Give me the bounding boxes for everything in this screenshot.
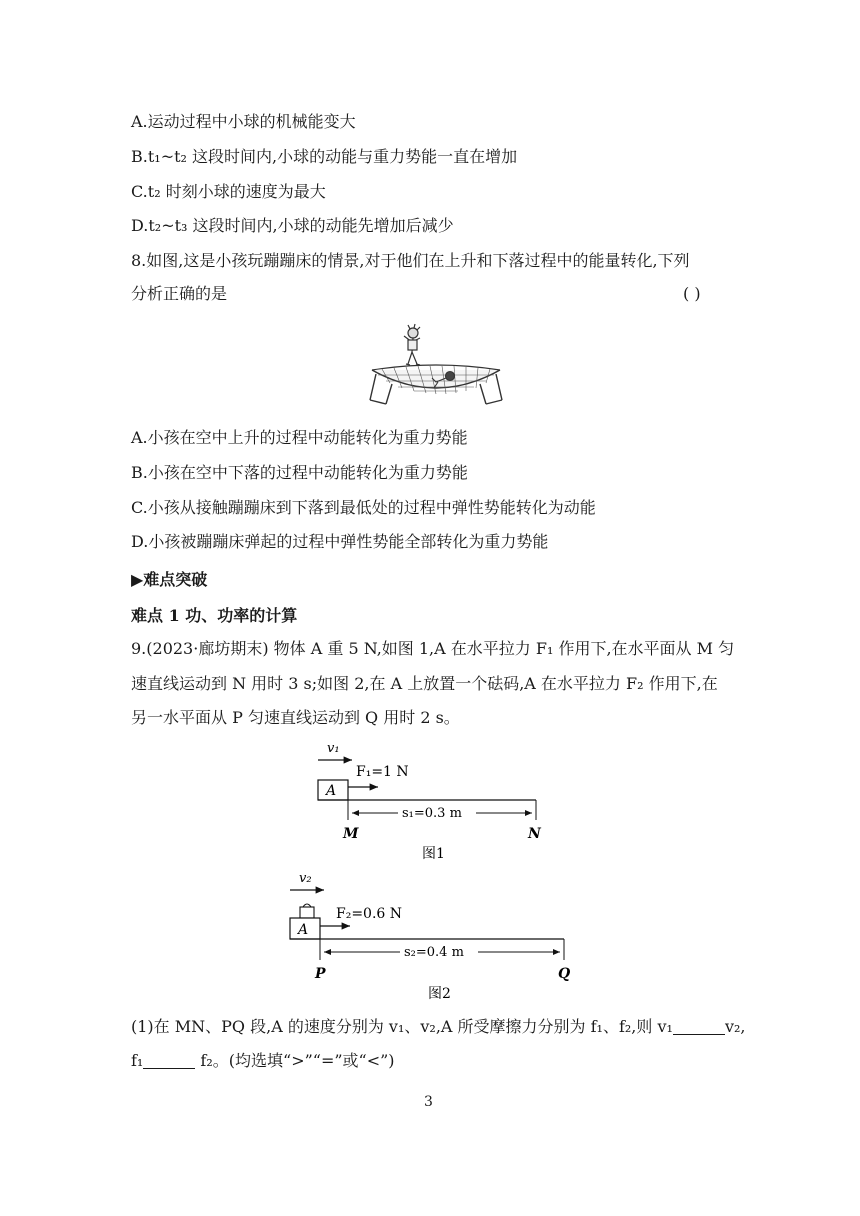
velocity-label: v₁ — [327, 741, 340, 756]
point-m: M — [343, 826, 359, 842]
q9-part1-text-b: v₂, — [724, 1017, 746, 1036]
q9-part1-line2 — [131, 1051, 395, 1071]
q9-part1-line1 — [131, 1017, 745, 1037]
trampoline-illustration — [368, 320, 504, 416]
answer-blank-2[interactable] — [143, 1052, 195, 1069]
q9-part1-text-a: (1)在 MN、PQ 段,A 的速度分别为 v₁、v₂,A 所受摩擦力分别为 f₁、f₂,则 v₁ — [131, 1017, 673, 1036]
page-number: 3 — [424, 1094, 433, 1110]
q7-option-b: B.t₁~t₂ 这段时间内,小球的动能与重力势能一直在增加 — [131, 147, 518, 166]
q8-stem-line1: 8.如图,这是小孩玩蹦蹦床的情景,对于他们在上升和下落过程中的能量转化,下列 — [131, 251, 690, 270]
jumping-child-icon — [404, 324, 420, 365]
q7-option-c: C.t₂ 时刻小球的速度为最大 — [131, 182, 326, 201]
q7-option-a: A.运动过程中小球的机械能变大 — [131, 112, 356, 131]
q8-option-b: B.小孩在空中下落的过程中动能转化为重力势能 — [131, 463, 468, 482]
subsection-title: 难点 1 功、功率的计算 — [131, 606, 298, 625]
distance-label: s₁=0.3 m — [402, 806, 462, 821]
block-a-label: A — [298, 922, 309, 938]
point-n: N — [528, 826, 541, 842]
answer-blank-1[interactable] — [673, 1018, 725, 1035]
q9-line3: 另一水平面从 P 匀速直线运动到 Q 用时 2 s。 — [131, 708, 460, 727]
q9-part1-text-d: f₂。(均选填“>”“=”或“<”) — [195, 1051, 395, 1070]
q9-line1: 9.(2023·廊坊期末) 物体 A 重 5 N,如图 1,A 在水平拉力 F₁ 作用下,在水平面从 M 匀 — [131, 639, 735, 658]
block-a-label: A — [326, 783, 337, 799]
figure-2-caption: 图2 — [428, 986, 451, 1002]
figure-1 — [310, 740, 570, 862]
velocity-label: v₂ — [299, 871, 312, 886]
q8-stem-line2: 分析正确的是 — [131, 284, 228, 303]
answer-bracket: ( ) — [683, 284, 701, 303]
section-title: ▶难点突破 — [131, 570, 208, 589]
q8-option-d: D.小孩被蹦蹦床弹起的过程中弹性势能全部转化为重力势能 — [131, 532, 549, 551]
figure-2 — [282, 868, 578, 1004]
figure-1-caption: 图1 — [422, 846, 445, 862]
weight-icon — [300, 904, 314, 918]
point-p: P — [315, 966, 326, 982]
q9-part1-text-c: f₁ — [131, 1051, 144, 1070]
q8-option-a: A.小孩在空中上升的过程中动能转化为重力势能 — [131, 428, 468, 447]
q7-option-d: D.t₂~t₃ 这段时间内,小球的动能先增加后减少 — [131, 216, 454, 235]
point-q: Q — [558, 966, 571, 982]
force-label: F₁=1 N — [356, 764, 409, 780]
distance-label: s₂=0.4 m — [404, 945, 464, 960]
q9-line2: 速直线运动到 N 用时 3 s;如图 2,在 A 上放置一个砝码,A 在水平拉力 F₂ 作用下,在 — [131, 674, 718, 693]
q8-option-c: C.小孩从接触蹦蹦床到下落到最低处的过程中弹性势能转化为动能 — [131, 498, 596, 517]
force-label: F₂=0.6 N — [336, 906, 403, 922]
